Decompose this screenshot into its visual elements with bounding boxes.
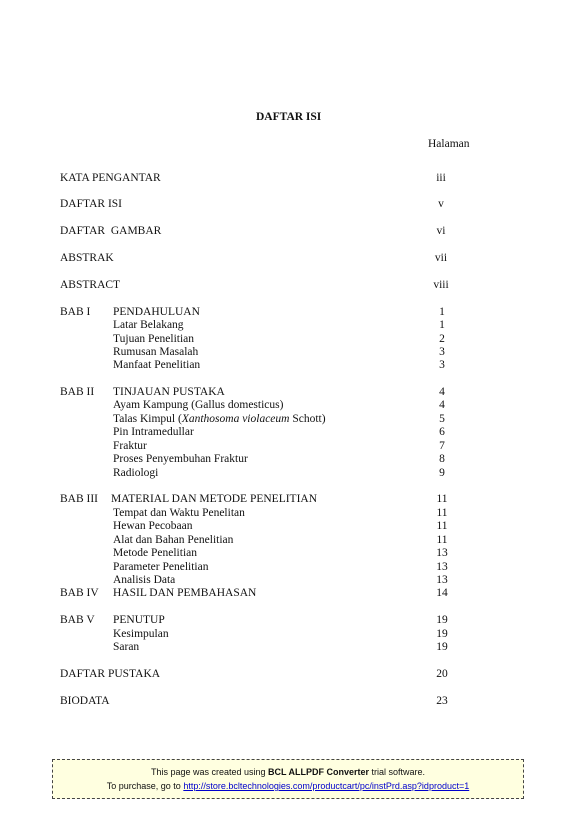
toc-entry-page: vi — [436, 225, 446, 237]
section-page: 11 — [436, 507, 448, 519]
section-label-part: Schott) — [289, 413, 326, 425]
toc-entry-label: BIODATA — [60, 695, 110, 707]
chapter-title: TINJAUAN PUSTAKA — [113, 386, 225, 398]
chapter-page: 4 — [439, 386, 445, 398]
section-label: Rumusan Masalah — [113, 346, 199, 358]
section-label: Ayam Kampung (Gallus domesticus) — [113, 399, 284, 411]
section-page: 2 — [439, 333, 445, 345]
chapter-title: PENDAHULUAN — [113, 306, 200, 318]
chapter-page: 14 — [436, 587, 448, 599]
section-label-part: Talas Kimpul ( — [113, 413, 182, 425]
section-label: Fraktur — [113, 440, 147, 452]
toc-entry-page: v — [438, 198, 444, 210]
toc-entry-page: vii — [434, 252, 448, 264]
section-label: Analisis Data — [113, 574, 176, 586]
banner-line-2 — [53, 781, 523, 791]
section-label: Kesimpulan — [113, 628, 169, 640]
chapter-page: 1 — [439, 306, 445, 318]
banner-line-1 — [53, 767, 523, 777]
section-label: Latar Belakang — [113, 319, 184, 331]
section-page: 5 — [439, 413, 445, 425]
section-label: Hewan Pecobaan — [113, 520, 193, 532]
chapter-number: BAB V — [60, 614, 95, 626]
chapter-title: PENUTUP — [113, 614, 165, 626]
section-page: 3 — [439, 346, 445, 358]
chapter-page: 11 — [436, 493, 448, 505]
section-page: 9 — [439, 467, 445, 479]
section-page: 8 — [439, 453, 445, 465]
toc-entry-label: DAFTAR PUSTAKA — [60, 668, 161, 680]
section-label: Proses Penyembuhan Fraktur — [113, 453, 248, 465]
section-page: 13 — [436, 574, 448, 586]
banner-text: This page was created using — [150, 767, 269, 777]
chapter-title: MATERIAL DAN METODE PENELITIAN — [111, 493, 318, 505]
section-label — [113, 413, 326, 426]
section-label: Metode Penelitian — [113, 547, 197, 559]
section-page: 11 — [436, 520, 448, 532]
page-column-header: Halaman — [428, 138, 470, 150]
section-page: 19 — [436, 628, 448, 640]
chapter-number: BAB II — [60, 386, 95, 398]
toc-entry-page: 20 — [436, 668, 448, 680]
section-label: Saran — [113, 641, 140, 653]
section-label: Pin Intramedullar — [113, 426, 194, 438]
toc-entry-page: iii — [436, 172, 446, 184]
section-label: Parameter Penelitian — [113, 561, 209, 573]
section-page: 1 — [439, 319, 445, 331]
page-title: DAFTAR ISI — [256, 111, 322, 123]
section-page: 19 — [436, 641, 448, 653]
chapter-title: HASIL DAN PEMBAHASAN — [113, 587, 257, 599]
banner-text: To purchase, go to — [106, 781, 184, 791]
chapter-page: 19 — [436, 614, 448, 626]
toc-entry-page: 23 — [436, 695, 448, 707]
section-page: 6 — [439, 426, 445, 438]
chapter-number: BAB IV — [60, 587, 99, 599]
section-page: 3 — [439, 359, 445, 371]
trial-software-banner — [52, 759, 524, 799]
section-page: 13 — [436, 547, 448, 559]
section-label: Tujuan Penelitian — [113, 333, 195, 345]
section-label: Alat dan Bahan Penelitian — [113, 534, 234, 546]
section-label: Tempat dan Waktu Penelitan — [113, 507, 245, 519]
section-page: 7 — [439, 440, 445, 452]
toc-entry-label: DAFTAR GAMBAR — [60, 225, 162, 237]
section-page: 11 — [436, 534, 448, 546]
toc-entry-page: viii — [433, 279, 449, 291]
toc-entry-label: KATA PENGANTAR — [60, 172, 161, 184]
chapter-number: BAB I — [60, 306, 91, 318]
section-page: 13 — [436, 561, 448, 573]
toc-entry-label: ABSTRACT — [60, 279, 121, 291]
purchase-link[interactable]: http://store.bcltechnologies.com/productcart/pc/instPrd.asp?idproduct=1 — [183, 781, 470, 791]
species-name: Xanthosoma violaceum — [181, 413, 290, 425]
banner-product-name: BCL ALLPDF Converter — [268, 767, 370, 777]
toc-entry-label: ABSTRAK — [60, 252, 114, 264]
section-page: 4 — [439, 399, 445, 411]
toc-entry-label: DAFTAR ISI — [60, 198, 123, 210]
section-label: Radiologi — [113, 467, 159, 479]
section-label: Manfaat Penelitian — [113, 359, 201, 371]
chapter-number: BAB III — [60, 493, 99, 505]
banner-text: trial software. — [369, 767, 426, 777]
